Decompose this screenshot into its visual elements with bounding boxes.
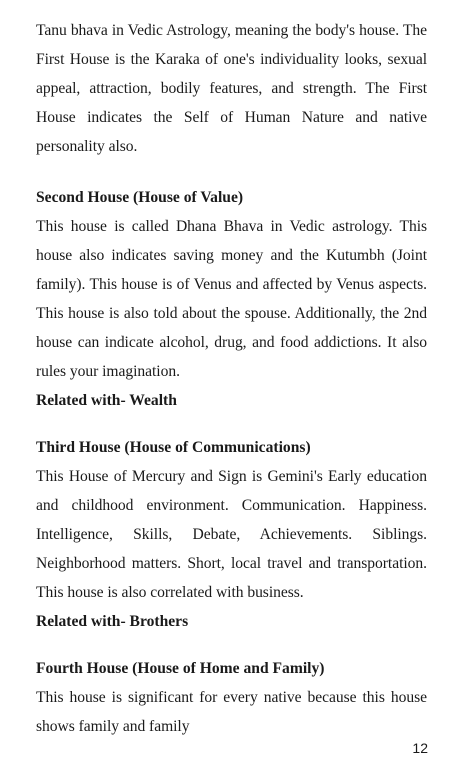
section-body: This House of Mercury and Sign is Gemini's Early education and childhood environment. Communication. Happiness. Intelligence, Skills, Debate, Achievements. Siblings. Neighborhood matters. Short, local travel and transportation. This house is also correlated with business. (36, 468, 427, 601)
page-number: 12 (412, 740, 428, 756)
spacer (36, 415, 427, 433)
section-body: This house is significant for every native because this house shows family and family (36, 689, 427, 735)
section-heading: Third House (House of Communications) (36, 439, 311, 456)
section-second-house (36, 183, 427, 415)
page-content (36, 16, 427, 741)
related-line: Related with- Brothers (36, 613, 189, 630)
spacer (36, 161, 427, 183)
section-heading: Second House (House of Value) (36, 189, 244, 206)
spacer (36, 636, 427, 654)
intro-paragraph: Tanu bhava in Vedic Astrology, meaning the body's house. The First House is the Karaka of one's individuality looks, sexual appeal, attraction, bodily features, and strength. The First House indicates the Self of Human Nature and native personality also. (36, 22, 427, 155)
section-body: This house is called Dhana Bhava in Vedic astrology. This house also indicates saving money and the Kutumbh (Joint family). This house is of Venus and affected by Venus aspects. This house is also told about the spouse. Additionally, the 2nd house can indicate alcohol, drug, and food addictions. It also rules your imagination. (36, 218, 427, 380)
section-fourth-house (36, 654, 427, 741)
section-heading: Fourth House (House of Home and Family) (36, 660, 325, 677)
section-third-house (36, 433, 427, 636)
related-line: Related with- Wealth (36, 392, 177, 409)
